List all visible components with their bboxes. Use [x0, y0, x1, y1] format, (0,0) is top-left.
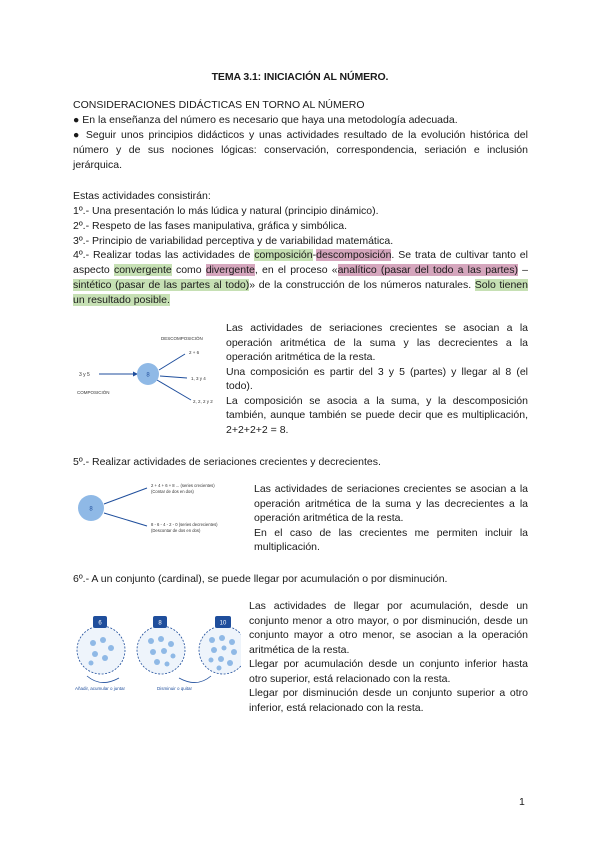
diagram-bottom-label: COMPOSICIÓN — [77, 390, 110, 395]
highlight-sintetico: sintético (pasar de las partes al todo) — [73, 279, 250, 291]
highlight-convergente: convergente — [113, 264, 172, 276]
text-block-2-p2: En el caso de las crecientes me permiten incluir la multiplicación. — [254, 526, 528, 553]
activities-intro: Estas actividades consistirán: — [73, 190, 211, 202]
set-cardinal-1: 6 — [98, 620, 102, 627]
text-block-3 — [249, 599, 528, 715]
set-circle-2 — [137, 626, 185, 674]
series-diagram — [73, 478, 245, 548]
list-item-5: 5º.- Realizar actividades de seriaciones crecientes y decrecientes. — [73, 456, 381, 468]
diminish-arrow — [179, 676, 211, 683]
highlight-analitico: analítico (pasar del todo a las partes) — [337, 264, 518, 276]
bullet-paragraph-2: ● Seguir unos principios didácticos y unas actividades resultado de la evolución histórica del número y de sus nociones lógicas: conservación, correspondencia, seriación e inclusión jerárquica. — [73, 129, 528, 171]
item4-text: . Se trata de cultivar tanto el aspecto — [73, 249, 528, 276]
item4-text: » de la construcción de los números naturales. — [249, 279, 475, 291]
list-item-6: 6º.- A un conjunto (cardinal), se puede llegar por acumulación o por disminución. — [73, 573, 448, 585]
item4-text: , en el proceso « — [254, 264, 338, 276]
page-number: 1 — [519, 796, 525, 808]
item4-dash: - — [312, 249, 317, 261]
text-block-1-p1: Las actividades de seriaciones crecientes se asocian a la operación aritmética de la suma y las decrecientes a la operación aritmética de la resta. — [226, 322, 528, 363]
text-block-3-p2: Llegar por acumulación desde un conjunto inferior hasta otro superior, está relacionado con la resta. — [249, 658, 528, 685]
diagram-result-1: 2 + 6 — [189, 350, 200, 355]
highlight-divergente: divergente — [205, 264, 255, 276]
list-item-1: 1º.- Una presentación lo más lúdica y natural (principio dinámico). — [73, 205, 379, 217]
text-block-2-p1: Las actividades de seriaciones crecientes se asocian a la operación aritmética de la suma y las decrecientes a la operación aritmética de la resta. — [254, 483, 528, 524]
caption-diminish: Disminuir o quitar — [157, 686, 193, 691]
series-upper-line-1: 2 + 4 + 6 + 8 ... (series crecientes) — [151, 483, 215, 488]
list-item-4 — [73, 248, 528, 308]
set-cardinal-2: 8 — [158, 620, 162, 627]
bullet-paragraph-1: ● En la enseñanza del número es necesario que haya una metodología adecuada. — [73, 114, 458, 126]
accumulate-arrow — [87, 676, 119, 683]
series-lower-line-2: (Descontar de dos en dos) — [151, 528, 201, 533]
series-lower-line-1: 8 - 6 - 4 - 2 - 0 (series decrecientes) — [151, 522, 218, 527]
sets-diagram — [73, 610, 241, 702]
item4-text: 4º.- Realizar todas las actividades de — [73, 249, 255, 261]
series-center-number: 8 — [89, 506, 93, 513]
arrow-line — [159, 354, 185, 370]
highlight-resultado: Solo tienen un resultado posible. — [73, 279, 528, 306]
diagram-top-label: DESCOMPOSICIÓN — [161, 336, 203, 341]
highlight-descomposicion: descomposición — [316, 249, 392, 261]
diagram-result-2: 1, 3 y 4 — [191, 376, 206, 381]
arrow-line — [160, 376, 187, 378]
arrow-line — [157, 380, 191, 400]
list-item-2: 2º.- Respeto de las fases manipulativa, gráfica y simbólica. — [73, 220, 348, 232]
set-cardinal-3: 10 — [219, 620, 227, 627]
diagram-left-label: 3 y 5 — [79, 372, 90, 378]
text-block-3-p1: Las actividades de llegar por acumulación, desde un conjunto menor a otro mayor, o por disminución, desde un conjunto mayor a otro menor, se asocian a la operación aritmética de la resta. — [249, 600, 528, 656]
text-block-1-p3: La composición se asocia a la suma, y la descomposición también, aunque también se puede decir que es multiplicación, 2+2+2+2 = 8. — [226, 394, 528, 436]
text-block-2 — [254, 482, 528, 555]
arrow-line — [104, 513, 147, 526]
diagram-center-number: 8 — [146, 372, 150, 379]
series-upper-line-2: (Contar de dos en dos) — [151, 489, 194, 494]
text-block-1 — [226, 321, 528, 437]
composition-diagram — [73, 330, 221, 420]
text-block-3-p3: Llegar por disminución desde un conjunto superior a otro inferior, está relacionado con la resta. — [249, 687, 528, 714]
arrow-line — [104, 488, 147, 504]
page-title: TEMA 3.1: INICIACIÓN AL NÚMERO. — [211, 71, 389, 83]
caption-accumulate: Añadir, acumular o juntar — [75, 686, 126, 691]
text-block-1-p2: Una composición es partir del 3 y 5 (partes) y llegar al 8 (el todo). — [226, 365, 528, 392]
item4-text: como — [171, 264, 206, 276]
highlight-composicion: composición — [254, 249, 313, 261]
section-heading: CONSIDERACIONES DIDÁCTICAS EN TORNO AL NÚMERO — [73, 99, 365, 111]
set-circle-1 — [77, 626, 125, 674]
item4-text: – — [517, 264, 529, 276]
list-item-3: 3º.- Principio de variabilidad perceptiva y de variabilidad matemática. — [73, 235, 394, 247]
diagram-result-3: 2, 2, 2 y 2 — [193, 399, 213, 404]
